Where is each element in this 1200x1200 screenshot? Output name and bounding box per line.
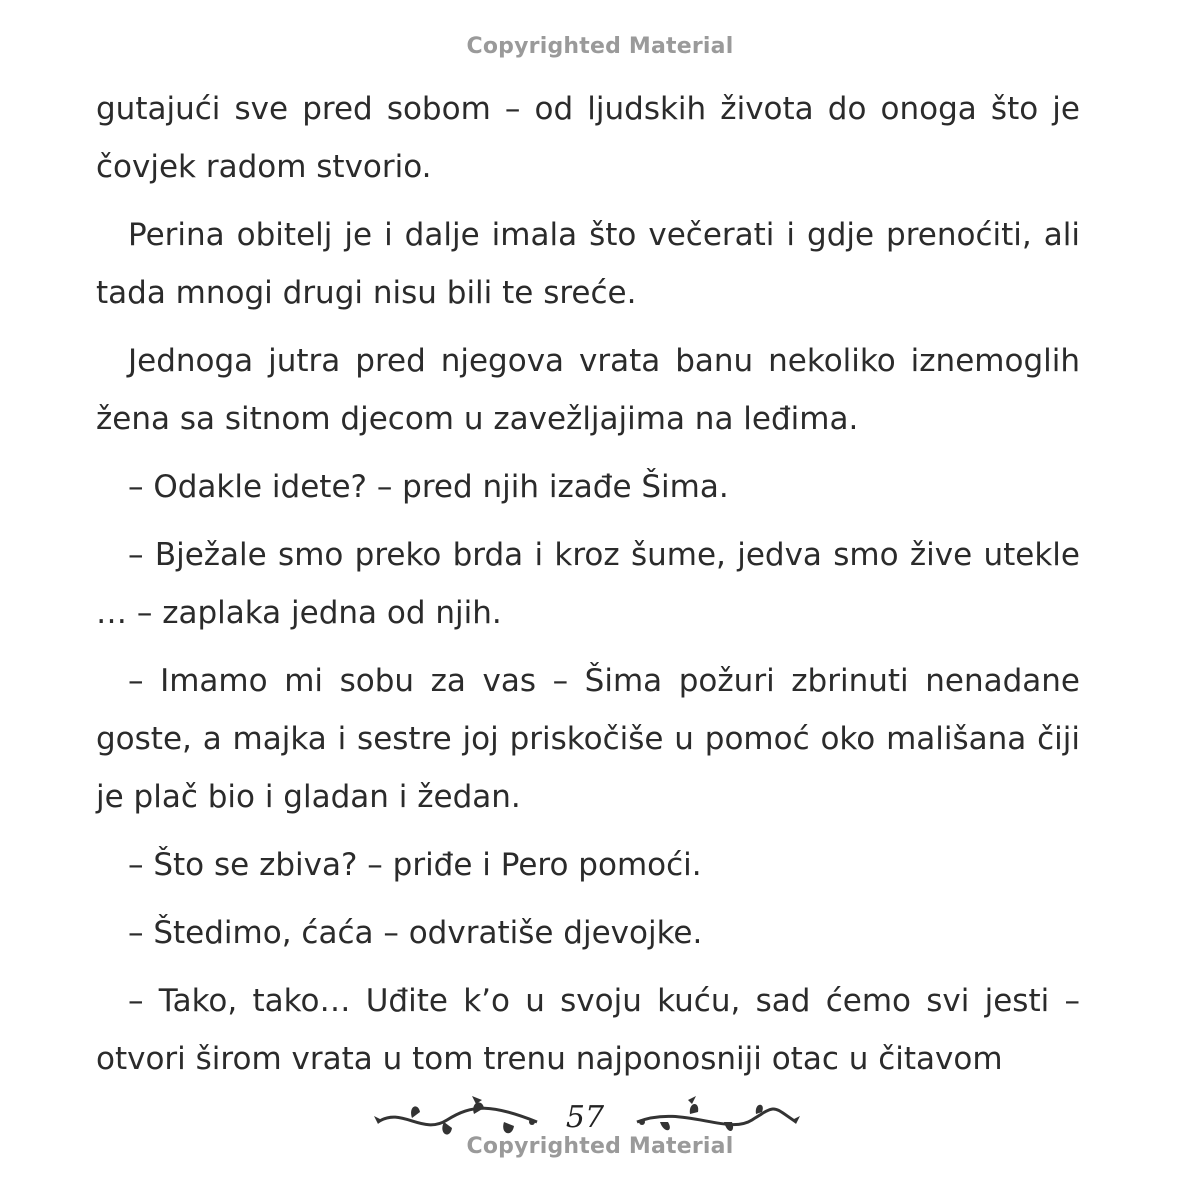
paragraph: – Što se zbiva? – priđe i Pero pomoći. — [128, 847, 702, 883]
paragraph: gutajući sve pred sobom – od ljudskih života do onoga što je čovjek radom stvorio. — [96, 91, 1080, 185]
paragraph: – Bježale smo preko brda i kroz šume, jedva smo žive utekle … – zaplaka jedna od njih. — [96, 537, 1080, 631]
paragraph: Perina obitelj je i dalje imala što večerati i gdje prenoćiti, ali tada mnogi drugi nisu bili te sreće. — [96, 217, 1080, 311]
paragraph: – Odakle idete? – pred njih izađe Šima. — [128, 469, 729, 505]
paragraph: Jednoga jutra pred njegova vrata banu nekoliko iznemoglih žena sa sitnom djecom u zavežljajima na leđima. — [96, 343, 1080, 437]
page-body — [96, 80, 1080, 1098]
paragraph: – Tako, tako… Uđite k’o u svoju kuću, sad ćemo svi jesti – otvori širom vrata u tom trenu najponosniji otac u čitavom — [96, 983, 1080, 1077]
paragraph: – Imamo mi sobu za vas – Šima požuri zbrinuti nenadane goste, a majka i sestre joj priskočiše u pomoć oko mališana čiji je plač bio i gladan i žedan. — [96, 663, 1080, 815]
page-number: 57 — [565, 1100, 605, 1135]
watermark-bottom: Copyrighted Material — [466, 1134, 734, 1159]
paragraph: – Štedimo, ćaća – odvratiše djevojke. — [128, 915, 703, 951]
watermark-top: Copyrighted Material — [466, 34, 734, 59]
